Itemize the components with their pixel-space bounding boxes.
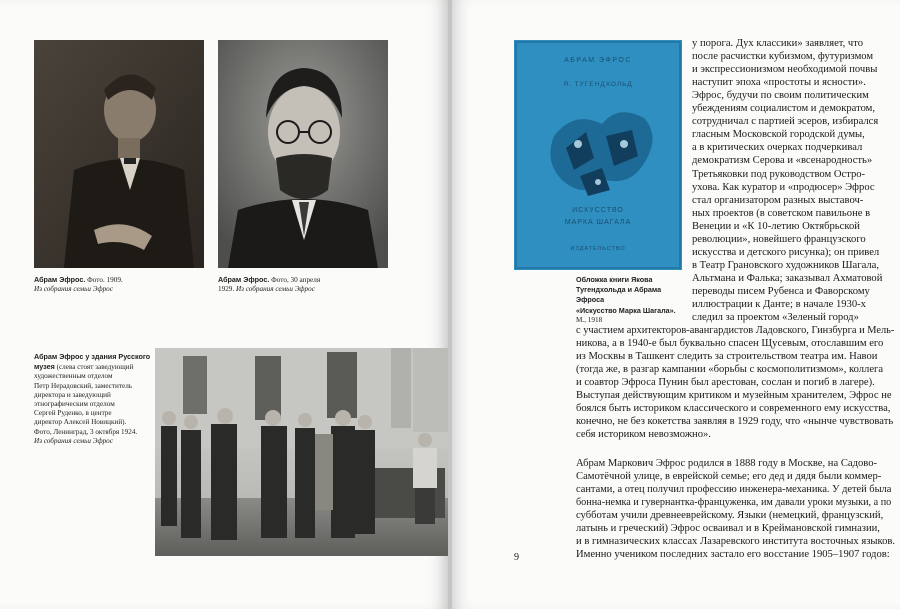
cover-caption [576, 275, 686, 325]
text-line: после расчистки кубизмом, футуризмом [692, 51, 874, 63]
book-cover-image [514, 40, 682, 270]
photo-efros-1929 [218, 40, 388, 268]
text-line: Самотёчной улице, в еврейской семье; его дед и дядя были коммер- [576, 471, 882, 483]
text-line: наступит эпоха «простоты и ясности». [692, 77, 866, 89]
group-caption-line: Сергей Руденко, в центре [34, 409, 112, 418]
text-line: у порога. Дух классики» заявляет, что [692, 38, 864, 49]
text-line: гласным Московской городской думы, [692, 129, 865, 141]
group-caption-source: Из собрания семьи Эфрос [34, 436, 113, 445]
left-page [0, 0, 448, 609]
text-line: Третьяковки под руководством Остро- [692, 168, 866, 180]
page-number: 9 [514, 552, 519, 563]
group-caption-bold-2: музея [34, 362, 55, 372]
group-caption-text-0: (слева стоят заведующий [54, 363, 134, 372]
text-line: латынь и греческий) Эфрос осваивал и в Креймановской гимназии, [576, 523, 880, 535]
text-line: ухова. Как куратор и «продюсер» Эфрос [692, 181, 875, 193]
text-line: (тогда же, в разгар кампании «борьбы с космополитизмом», коллега [576, 364, 884, 376]
text-line: сотрудничал с партией эсеров, избирался [692, 116, 879, 128]
photo1-caption-source: Из собрания семьи Эфрос [34, 285, 113, 294]
text-line: искусства и детского рисунка); он привел [692, 246, 880, 258]
text-line: субботам учили древнееврейскому. Языки (немецкий, французский, [576, 510, 884, 522]
text-line: Венеции и «К 10-летию Октябрьской [692, 220, 860, 232]
text-line: демократизм Серова и «всенародность» [692, 155, 873, 167]
text-line: с участием архитекторов-авангардистов Ладовского, Гинзбурга и Мель- [576, 325, 895, 336]
text-line: Выступая действующим критиком и музейным хранителем, Эфрос не [576, 390, 892, 402]
group-photo-caption [34, 352, 154, 446]
photo1-caption [34, 275, 204, 294]
cover-line-2: Я. ТУГЕНДХОЛЬД [563, 81, 633, 88]
text-line: конечно, не без кокетства заявляя в 1929 году, что «нынче чувствовать [576, 416, 894, 428]
text-line: ных проектов (в советском павильоне в [692, 207, 871, 219]
photo2-caption-text: Фото, 30 апреля [269, 276, 321, 284]
text-line: Альтмана и Фалька; заказывал Ахматовой [692, 272, 883, 284]
text-line: Эфрос, будучи по своим политическим [692, 90, 869, 102]
photo-russian-museum-group [155, 348, 448, 556]
text-line: переводы писем Рубенса и Фаворскому [692, 285, 870, 297]
group-caption-line: Петр Нерадовский, заместитель [34, 381, 133, 390]
text-line: стал организатором разных выставоч- [692, 194, 864, 206]
text-line: следил за проектом «Зеленый город» [692, 312, 859, 324]
text-line: никова, а в 1940-е был буквально спасен Щусевым, отославшим его [576, 338, 884, 350]
group-caption-line: этнографическим отделом [34, 400, 115, 409]
text-line: и экспрессионизмом необходимой почвы [692, 64, 878, 76]
text-line: в Театр Грановского художников Шагала, [692, 259, 880, 271]
group-caption-bold-1: Абрам Эфрос у здания Русского [34, 352, 151, 361]
text-line: иллюстрации к Данте; в начале 1930-х [692, 299, 866, 310]
right-page [452, 0, 900, 609]
text-line: бонна-немка и гувернантка-француженка, им давали уроки музыки, а по [576, 497, 892, 509]
photo2-caption-bold: Абрам Эфрос. [218, 275, 270, 284]
text-line: Именно учеником последних застало его восстание 1905–1907 годов: [576, 549, 890, 561]
text-line: а в критических очерках подчеркивал [692, 142, 863, 154]
group-caption-line: художественным отделом [34, 372, 113, 381]
group-caption-line: Фото, Ленинград, 3 октября 1924. [34, 427, 138, 436]
cover-line-4: МАРКА ШАГАЛА [564, 219, 632, 226]
text-line: революции», новейшего французского [692, 233, 866, 245]
cover-caption-bold: «Искусство Марка Шагала». [576, 305, 676, 315]
cover-caption-bold: Обложка книги Якова [576, 275, 653, 284]
group-caption-line: директора и заведующий [34, 390, 111, 399]
photo-efros-1909 [34, 40, 204, 268]
photo2-caption-year: 1929. [218, 285, 235, 294]
text-line: сантами, а отец получил профессию инженера-механика. У детей была [576, 484, 892, 496]
photo1-caption-bold: Абрам Эфрос. [34, 275, 86, 284]
photo1-caption-text: Фото. 1909. [85, 276, 123, 284]
text-line: Абрам Маркович Эфрос родился в 1888 году в Москве, на Садово- [576, 458, 878, 469]
photo2-caption-source: Из собрания семьи Эфрос [235, 285, 315, 294]
text-line: из Москвы в Ташкент следить за строительством театра им. Навои [576, 351, 878, 363]
cover-caption-bold: Тугендхольда и Абрама Эфроса [576, 285, 662, 305]
cover-line-5: ИЗДАТЕЛЬСТВО [570, 246, 626, 252]
text-line: боялся быть историком классического и современного ему искусства, [576, 403, 891, 415]
text-line: и соавтор Эфроса Пунин был арестован, сослан и погиб в лагере). [576, 377, 875, 389]
text-line: себя историком невозможно». [576, 429, 711, 441]
cover-line-3: ИСКУССТВО [572, 207, 624, 214]
text-line: и в гимназических классах Лазаревского института восточных языков. [576, 536, 896, 548]
cover-caption-text: М., 1918 [576, 315, 603, 324]
cover-line-1: АБРАМ ЭФРОС [564, 57, 632, 64]
group-caption-line: директор Алексей Новицкий). [34, 418, 127, 427]
photo2-caption [218, 275, 388, 294]
text-line: убеждениям социалистом и демократом, [692, 103, 876, 115]
